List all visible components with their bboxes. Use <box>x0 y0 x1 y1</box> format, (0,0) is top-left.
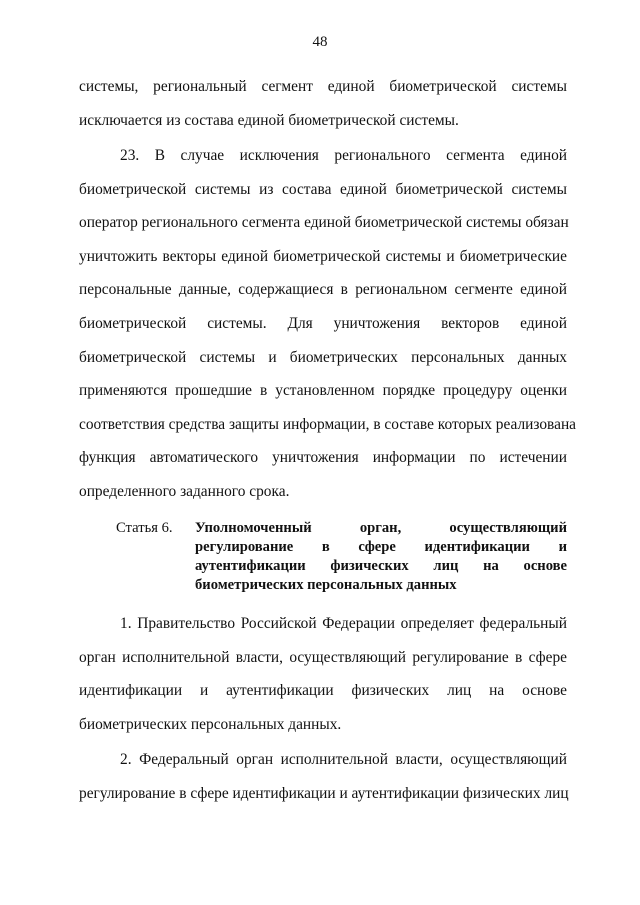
text-line: исключается из состава единой биометрической системы. <box>79 111 459 129</box>
article-title-line: регулирование в сфере идентификации и <box>195 539 567 555</box>
paragraph-article6-1 <box>79 607 567 741</box>
article-label: Статья 6. <box>116 520 173 536</box>
article-title-line: биометрических персональных данных <box>195 577 457 593</box>
text-line: биометрической системы. Для уничтожения векторов единой <box>79 314 567 332</box>
text-line: биометрических персональных данных. <box>79 715 342 733</box>
text-line: биометрической системы из состава единой биометрической системы <box>79 180 567 198</box>
text-line: функция автоматического уничтожения информации по истечении <box>79 449 567 467</box>
text-line: идентификации и аутентификации физических лиц на основе <box>79 682 567 700</box>
text-line: 2. Федеральный орган исполнительной власти, осуществляющий <box>120 751 567 768</box>
text-line: персональные данные, содержащиеся в региональном сегменте единой <box>79 281 567 299</box>
article-title-line: аутентификации физических лиц на основе <box>195 558 567 574</box>
paragraph-continuation <box>79 70 567 137</box>
text-line: 1. Правительство Российской Федерации определяет федеральный <box>120 615 567 632</box>
text-line: применяются прошедшие в установленном порядке процедуру оценки <box>79 382 567 400</box>
text-line: биометрической системы и биометрических персональных данных <box>79 348 567 366</box>
text-line: уничтожить векторы единой биометрической системы и биометрические <box>79 247 567 265</box>
text-line: определенного заданного срока. <box>79 482 290 500</box>
text-line: соответствия средства защиты информации, в составе которых реализована <box>79 415 577 433</box>
paragraph-23 <box>79 139 577 509</box>
paragraph-article6-2 <box>79 743 567 810</box>
text-line: регулирование в сфере идентификации и аутентификации физических лиц <box>79 784 569 802</box>
text-line: орган исполнительной власти, осуществляющий регулирование в сфере <box>79 648 567 666</box>
article-title <box>195 519 567 595</box>
text-line: 23. В случае исключения регионального сегмента единой <box>120 147 567 164</box>
page-number: 48 <box>312 34 328 50</box>
text-line: системы, региональный сегмент единой биометрической системы <box>79 78 567 95</box>
text-line: оператор регионального сегмента единой биометрической системы обязан <box>79 214 569 232</box>
article-title-line: Уполномоченный орган, осуществляющий <box>195 520 567 536</box>
